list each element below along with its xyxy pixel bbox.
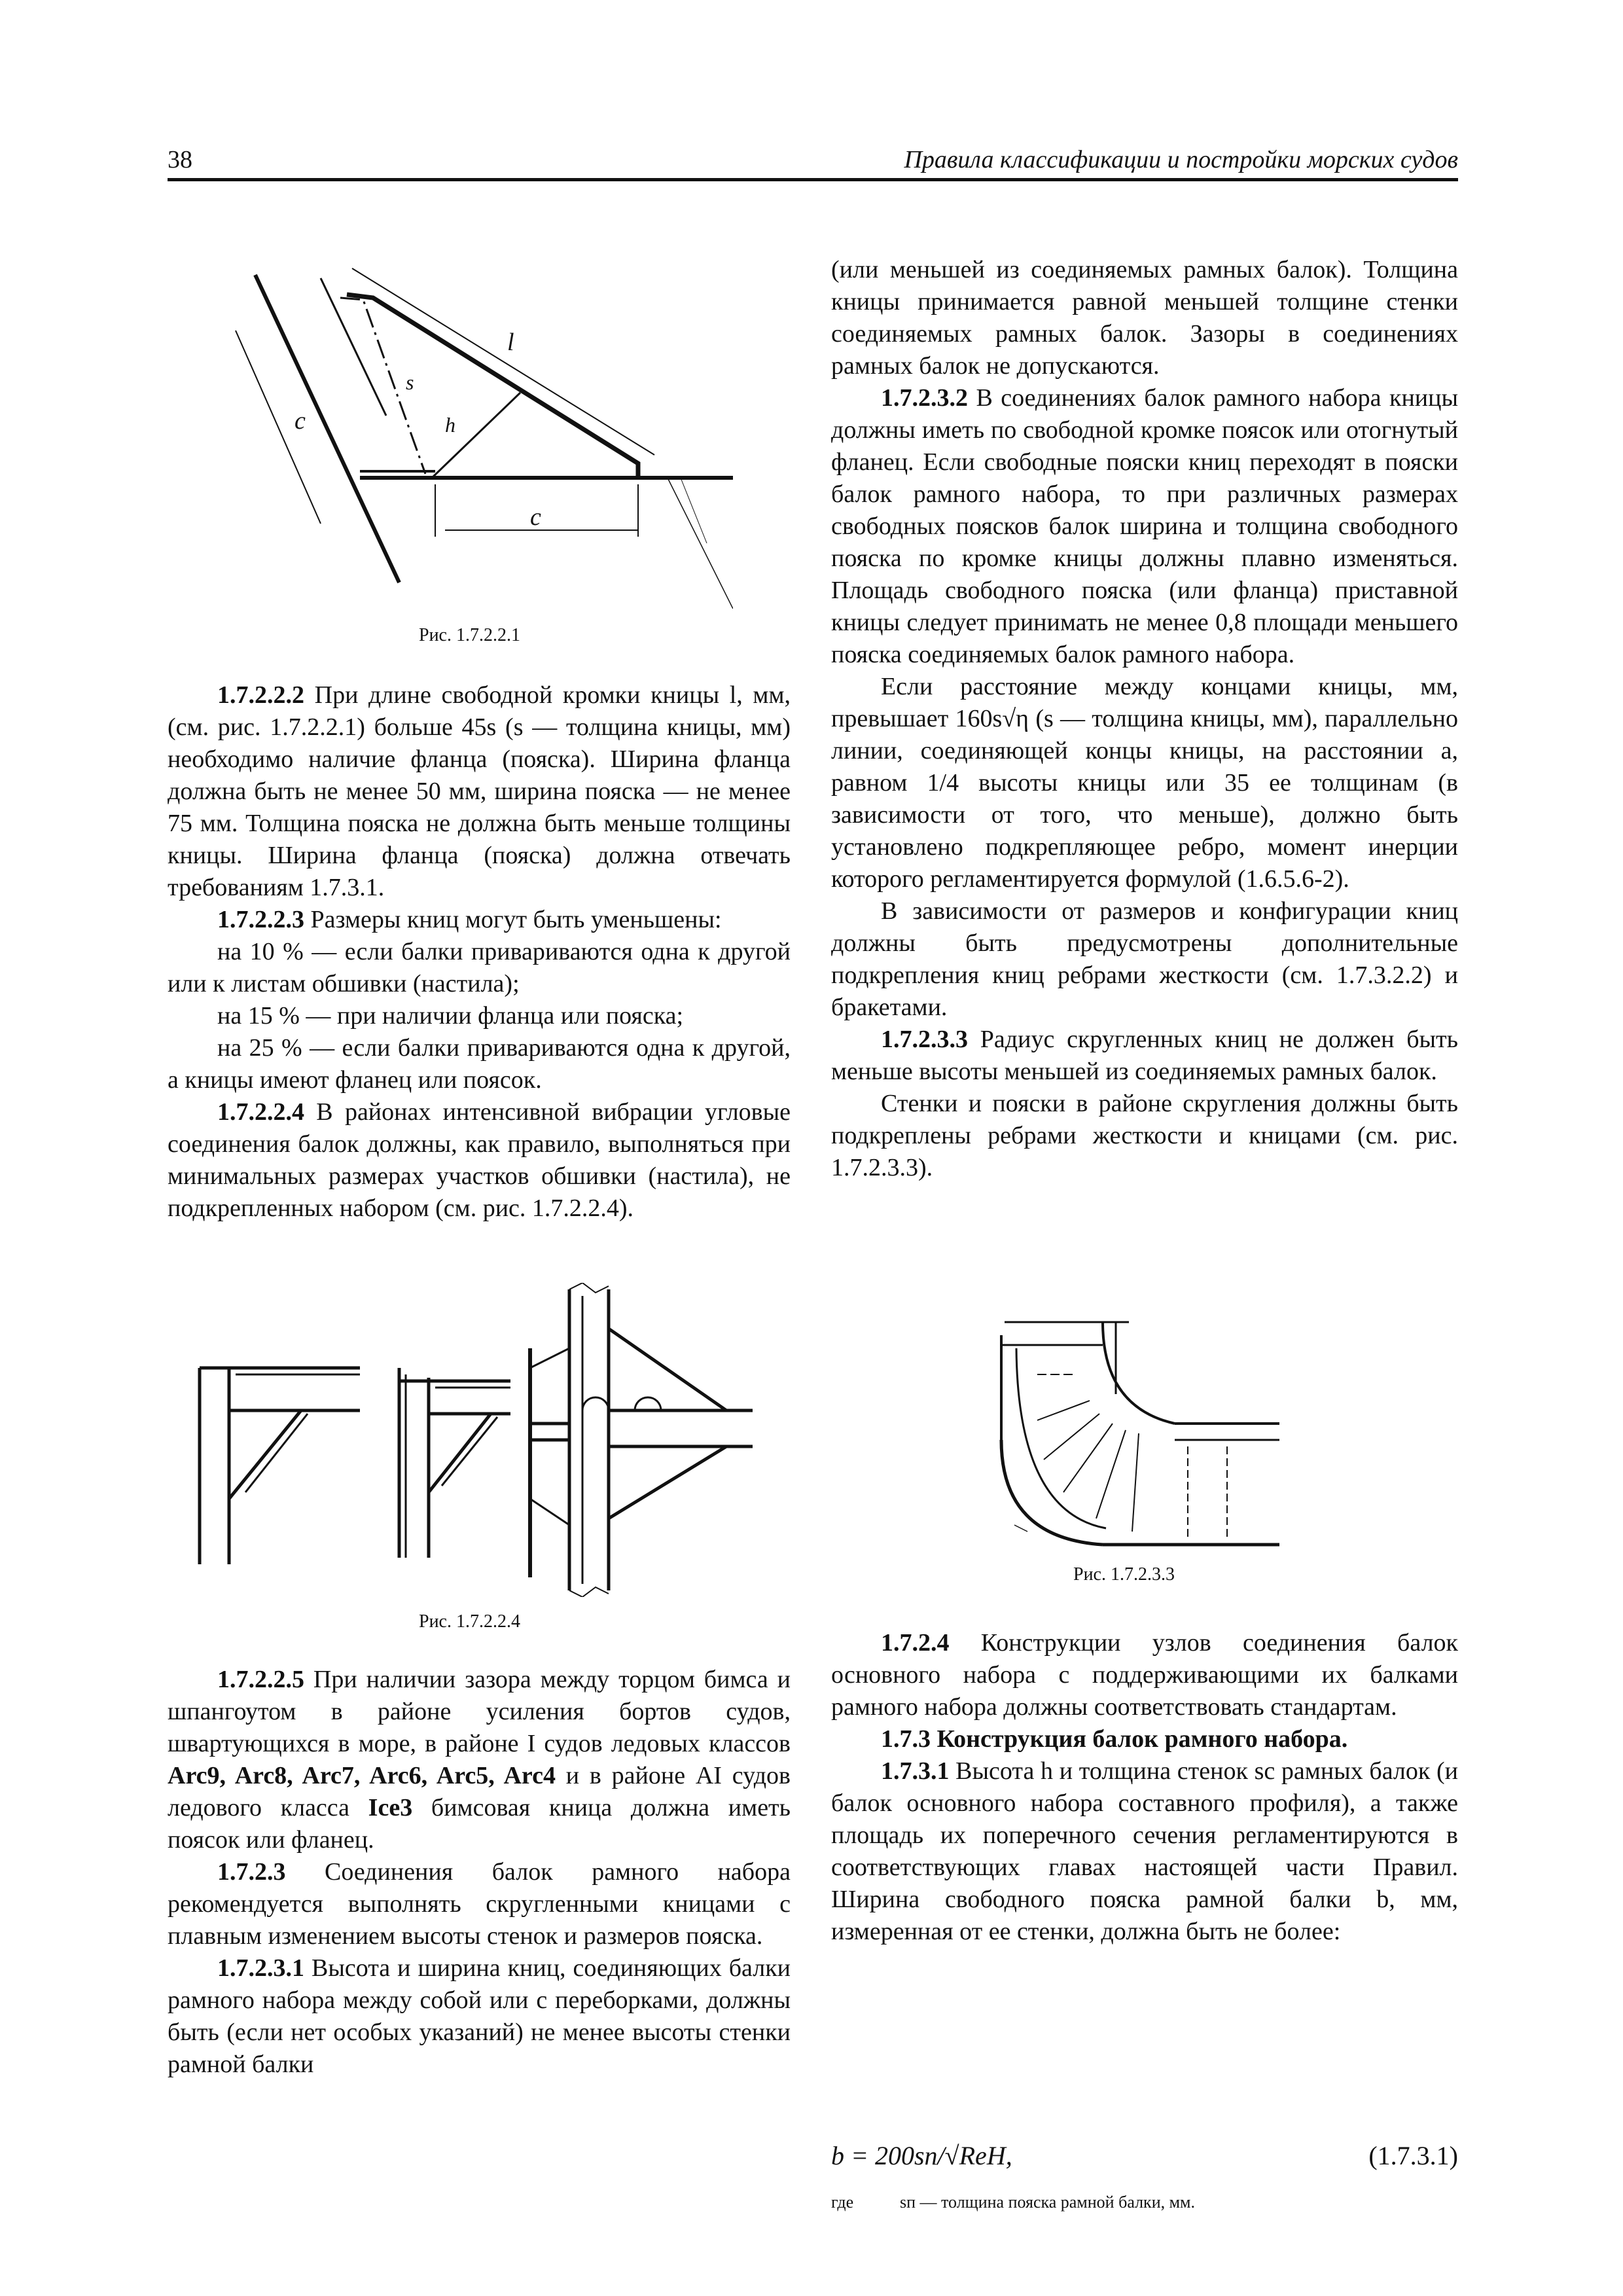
heading-1-7-3: 1.7.3 Конструкция балок рамного набора.	[881, 1725, 1348, 1753]
label-h: h	[445, 413, 455, 437]
running-title: Правила классификации и постройки морских судов	[904, 146, 1458, 173]
para-reduction-15: на 15 % — при наличии фланца или пояска;	[217, 1002, 684, 1030]
para-webs-flanges: Стенки и пояски в районе скругления должны быть подкреплены ребрами жесткости и кницами (см. рис. 1.7.2.3.3).	[831, 1090, 1458, 1181]
para-additional-stiffening: В зависимости от размеров и конфигурации книц должны быть предусмотрены дополнительные подкрепления книц ребрами жесткости (см. 1.7.3.2.2) и бракетами.	[831, 897, 1458, 1021]
where-definition: sп — толщина пояска рамной балки, мм.	[900, 2193, 1196, 2212]
para-1-7-2-3-1: 1.7.2.3.1 Высота и ширина книц, соединяющих балки рамного набора между собой или с переборками, должны быть (если нет особых указаний) не менее высоты стенки рамной балки	[168, 1954, 791, 2078]
figure-caption-2: Рис. 1.7.2.2.4	[419, 1611, 520, 1632]
figure-caption-3: Рис. 1.7.2.3.3	[1073, 1564, 1175, 1585]
para-1-7-2-3-2: 1.7.2.3.2 В соединениях балок рамного набора кницы должны иметь по свободной кромке поясок или отогнутый фланец. Если свободные пояски книц переходят в пояски балок рамного набора, то при различных размерах свободных поясков балок ширина и толщина свободного пояска по кромке кницы должны плавно изменяться. Площадь свободного пояска (или фланца) приставной кницы следует принимать не менее 0,8 площади меньшего пояска соединяемых балок рамного набора.	[831, 384, 1458, 668]
figure-rounded-bracket	[998, 1309, 1293, 1558]
para-1-7-2-2-3: 1.7.2.2.3 Размеры книц могут быть уменьшены:	[217, 906, 722, 933]
para-1-7-2-3-3: 1.7.2.3.3 Радиус скругленных книц не должен быть меньше высоты меньшей из соединяемых рамных балок.	[831, 1026, 1458, 1085]
right-column-bottom	[831, 1627, 1458, 1948]
page-number: 38	[168, 146, 192, 173]
right-column-top	[831, 254, 1458, 1184]
figure-bracket-dimensions	[209, 242, 733, 609]
para-1-7-2-3: 1.7.2.3 Соединения балок рамного набора рекомендуется выполнять скругленными кницами с плавным изменением высоты стенок и размеров пояска.	[168, 1858, 791, 1950]
header-rule	[168, 178, 1458, 181]
where-label: где	[831, 2193, 854, 2212]
label-c-bottom: c	[530, 503, 541, 531]
para-1-7-3-1: 1.7.3.1 Высота h и толщина стенок sс рамных балок (и балок основного набора составного профиля), а также площадь их поперечного сечения регламентируются в соответствующих главах настоящей части Правил. Ширина свободного пояска рамной балки b, мм, измеренная от ее стенки, должна быть не более:	[831, 1757, 1458, 1945]
figure-corner-joints	[190, 1283, 753, 1597]
para-stiffener-distance: Если расстояние между концами кницы, мм, превышает 160s√η (s — толщина кницы, мм), параллельно линии, соединяющей концы кницы, на расстоянии a, равном 1/4 высоты кницы или 35 ее толщинам (в зависимости от того, что меньше), должно быть установлено подкрепляющее ребро, момент инерции которого регламентируется формулой (1.6.5.6-2).	[831, 673, 1458, 893]
para-1-7-2-2-4: 1.7.2.2.4 В районах интенсивной вибрации угловые соединения балок должны, как правило, выполняться при минимальных размерах участков обшивки (настила), не подкрепленных набором (см. рис. 1.7.2.2.4).	[168, 1098, 791, 1222]
para-1-7-2-4: 1.7.2.4 Конструкции узлов соединения балок основного набора с поддерживающими их балками рамного набора должны соответствовать стандартам.	[831, 1629, 1458, 1721]
label-c-left: c	[294, 407, 306, 435]
left-column-top	[168, 679, 791, 1225]
figure-caption-1: Рис. 1.7.2.2.1	[419, 625, 520, 645]
para-continued: (или меньшей из соединяемых рамных балок). Толщина кницы принимается равной меньшей толщине стенки соединяемых рамных балок. Зазоры в соединениях рамных балок не допускаются.	[831, 256, 1458, 380]
para-1-7-2-2-5: 1.7.2.2.5 При наличии зазора между торцом бимса и шпангоутом в районе усиления бортов судов, швартующихся в море, в районе I судов ледовых классов Arc9, Arc8, Arc7, Arc6, Arc5, Arc4 и в районе AI судов ледового класса Ice3 бимсовая кница должна иметь поясок или фланец.	[168, 1666, 791, 1854]
label-l: l	[507, 329, 514, 356]
label-s: s	[406, 370, 414, 394]
para-1-7-2-2-2: 1.7.2.2.2 При длине свободной кромки кницы l, мм, (см. рис. 1.7.2.2.1) больше 45s (s — толщина кницы, мм) необходимо наличие фланца (пояска). Ширина фланца должна быть не менее 50 мм, ширина пояска — не менее 75 мм. Толщина пояска не должна быть меньше толщины кницы. Ширина фланца (пояска) должна отвечать требованиям 1.7.3.1.	[168, 681, 791, 901]
para-reduction-25: на 25 % — если балки привариваются одна к другой, а кницы имеют фланец или поясок.	[168, 1034, 791, 1094]
left-column-bottom	[168, 1664, 791, 2081]
equation-number: (1.7.3.1)	[1368, 2141, 1458, 2170]
equation-1-7-3-1: b = 200sп/√ReH,	[831, 2141, 1012, 2170]
para-reduction-10: на 10 % — если балки привариваются одна к другой или к листам обшивки (настила);	[168, 938, 791, 997]
